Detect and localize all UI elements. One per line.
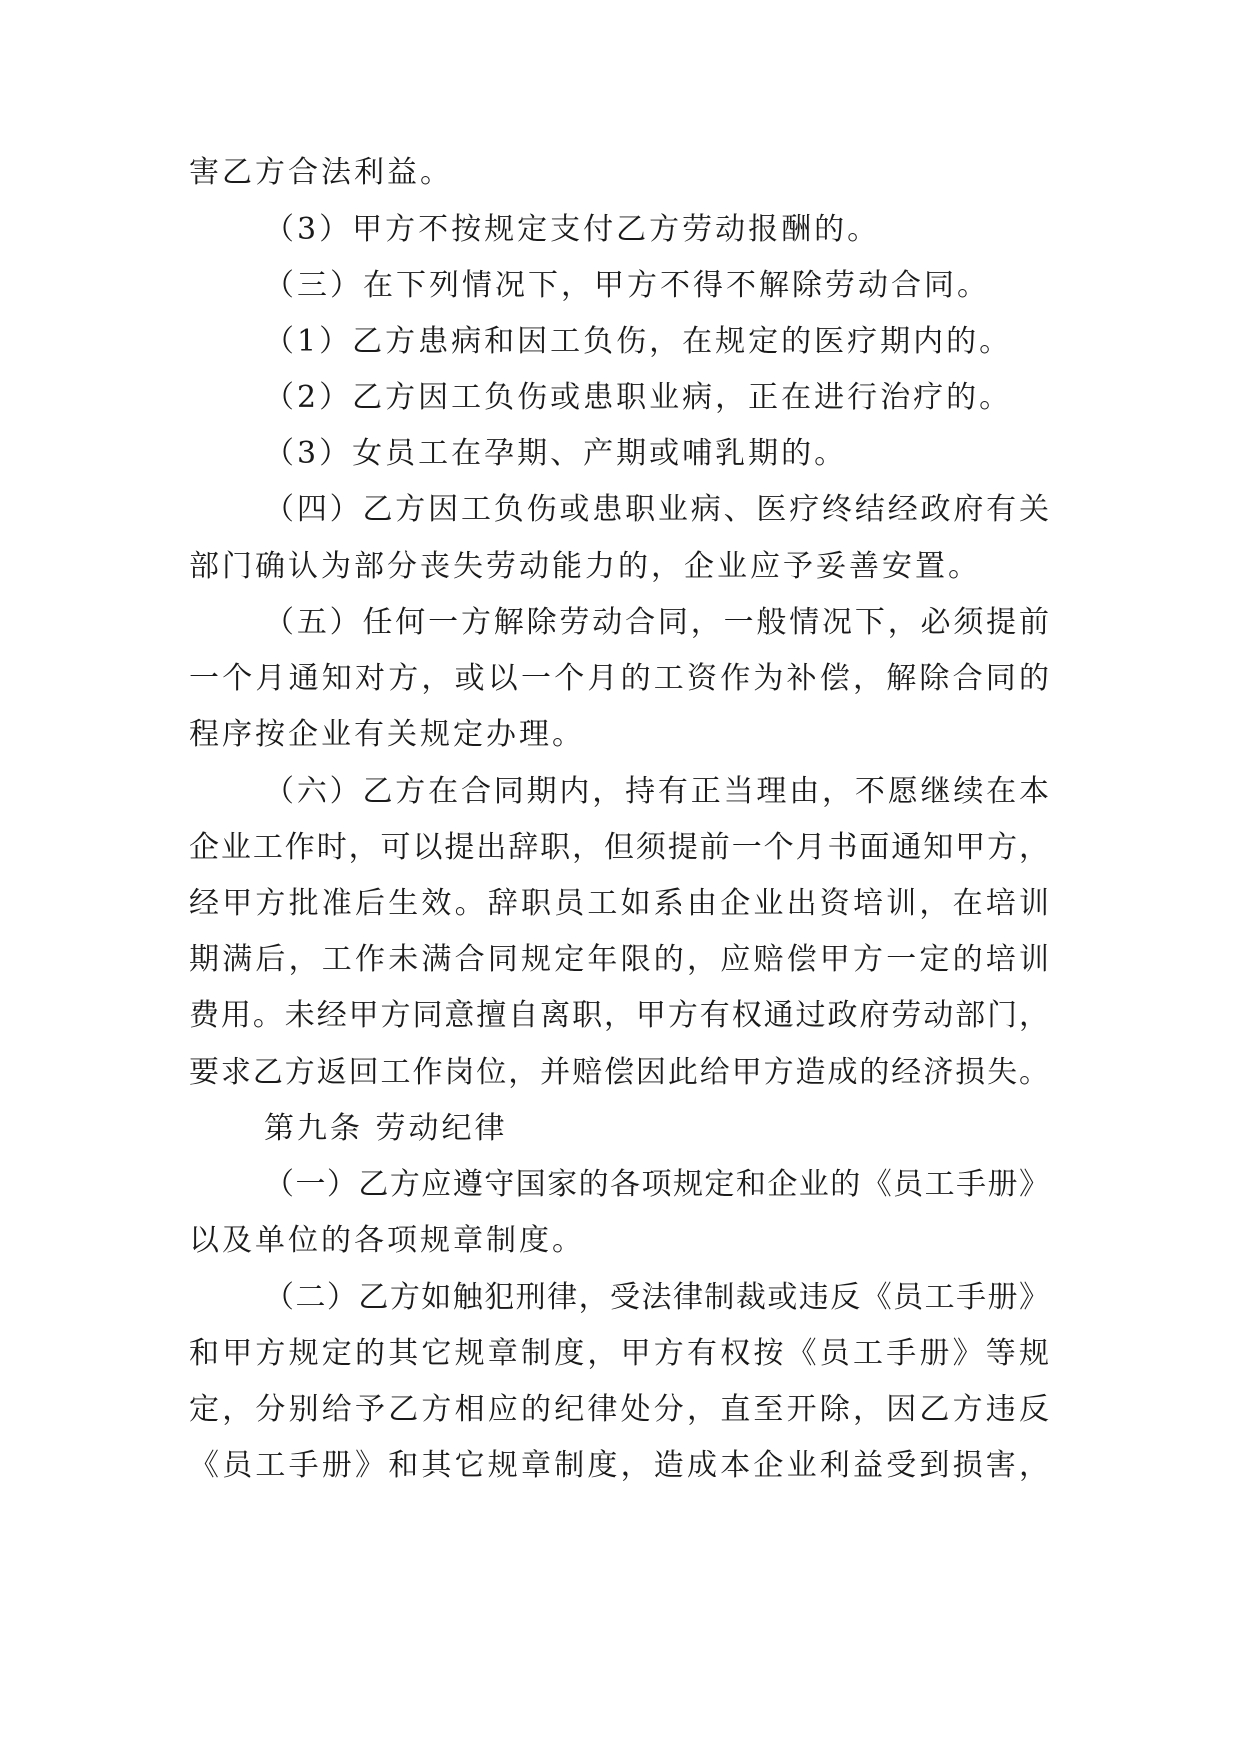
section-heading-line: （三）在下列情况下，甲方不得不解除劳动合同。 — [264, 268, 990, 303]
article-heading: 第九条 劳动纪律 — [264, 1111, 508, 1146]
paragraph-line: 以及单位的各项规章制度。 — [189, 1223, 585, 1258]
paragraph-line: 和甲方规定的其它规章制度，甲方有权按《员工手册》等规 — [189, 1336, 1049, 1371]
clause-line: （1）乙方患病和因工负伤，在规定的医疗期内的。 — [264, 324, 1013, 359]
paragraph-line: 经甲方批准后生效。辞职员工如系由企业出资培训，在培训 — [189, 886, 1049, 921]
paragraph-line: 一个月通知对方，或以一个月的工资作为补偿，解除合同的 — [189, 661, 1049, 696]
paragraph-line: 定，分别给予乙方相应的纪律处分，直至开除，因乙方违反 — [189, 1392, 1049, 1427]
clause-line: （2）乙方因工负伤或患职业病，正在进行治疗的。 — [264, 380, 1013, 415]
paragraph-line: （一）乙方应遵守国家的各项规定和企业的《员工手册》 — [264, 1167, 1049, 1202]
paragraph-line: 期满后，工作未满合同规定年限的，应赔偿甲方一定的培训 — [189, 942, 1049, 977]
paragraph-line: 要求乙方返回工作岗位，并赔偿因此给甲方造成的经济损失。 — [189, 1055, 1049, 1090]
paragraph-line: （二）乙方如触犯刑律，受法律制裁或违反《员工手册》 — [264, 1280, 1049, 1315]
paragraph-line: 《员工手册》和其它规章制度，造成本企业利益受到损害， — [189, 1448, 1049, 1483]
paragraph-line: （六）乙方在合同期内，持有正当理由，不愿继续在本 — [264, 774, 1049, 809]
paragraph-line: 部门确认为部分丧失劳动能力的，企业应予妥善安置。 — [189, 549, 981, 584]
paragraph-line: （四）乙方因工负伤或患职业病、医疗终结经政府有关 — [264, 492, 1049, 527]
paragraph-line: 程序按企业有关规定办理。 — [189, 717, 585, 752]
paragraph-line: （五）任何一方解除劳动合同，一般情况下，必须提前 — [264, 605, 1049, 640]
paragraph-line: 费用。未经甲方同意擅自离职，甲方有权通过政府劳动部门， — [189, 998, 1049, 1033]
clause-line: （3）女员工在孕期、产期或哺乳期的。 — [264, 436, 848, 471]
paragraph-line: 企业工作时，可以提出辞职，但须提前一个月书面通知甲方， — [189, 830, 1049, 865]
clause-line: （3）甲方不按规定支付乙方劳动报酬的。 — [264, 212, 881, 247]
paragraph-line: 害乙方合法利益。 — [189, 155, 453, 190]
